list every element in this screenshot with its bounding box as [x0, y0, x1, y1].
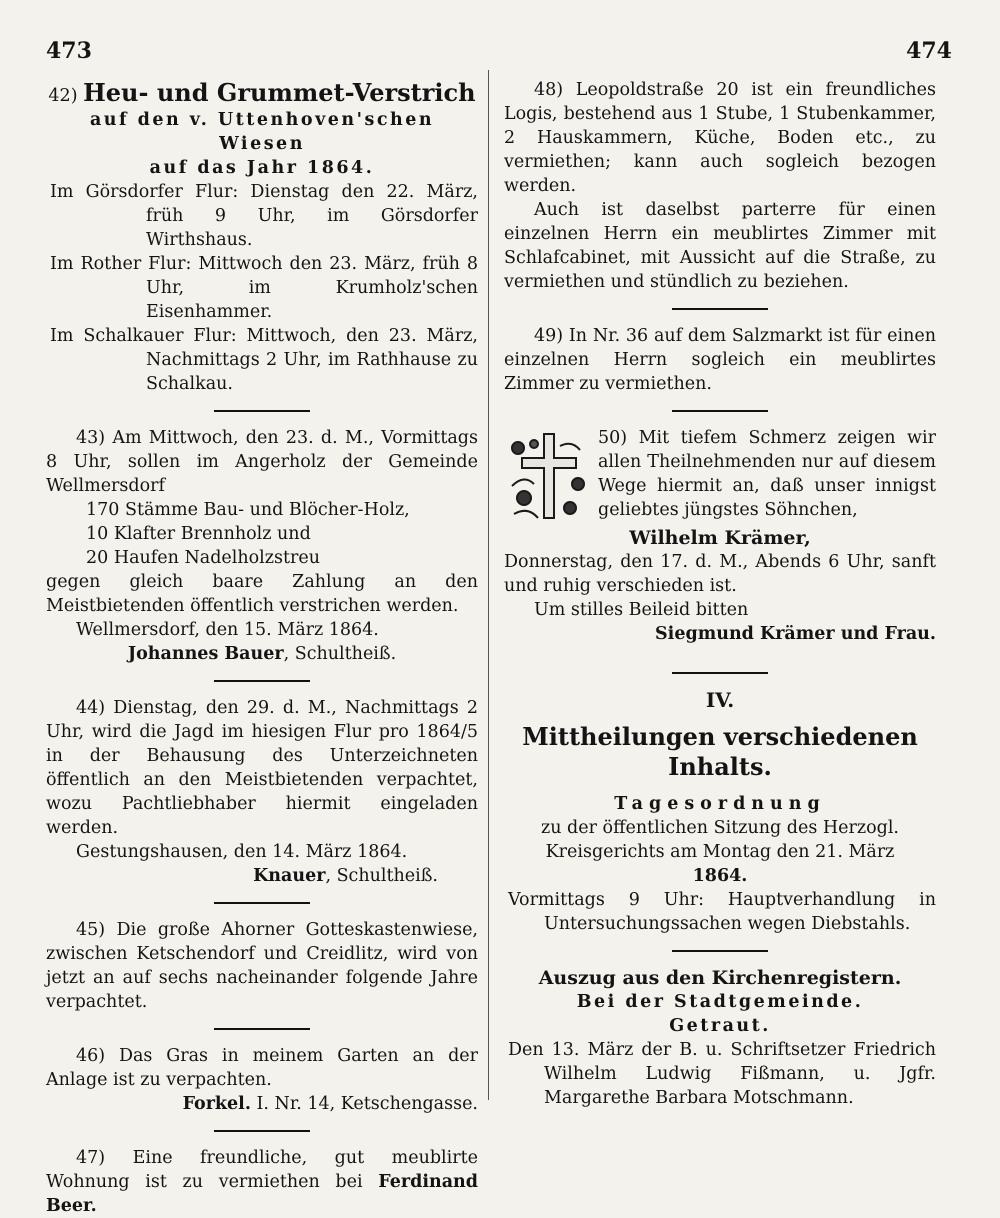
notice-42-number: 42)	[48, 86, 78, 106]
separator	[214, 680, 310, 682]
section-numeral: IV.	[705, 688, 735, 712]
notice-47-body: 47) Eine freundliche, gut meublirte Wohnung ist zu vermiethen bei	[46, 1148, 478, 1192]
notice-43-item-3: 20 Haufen Nadelholzstreu	[86, 548, 320, 568]
notice-46-address: I. Nr. 14, Ketschengasse.	[250, 1094, 478, 1114]
notice-50-signers: Siegmund Krämer und Frau.	[655, 624, 936, 644]
left-column	[46, 78, 478, 1218]
separator	[214, 1130, 310, 1132]
notice-43-date: Wellmersdorf, den 15. März 1864.	[76, 620, 379, 640]
registry-category: Getraut.	[669, 1016, 771, 1036]
notice-50-text-2: Donnerstag, den 17. d. M., Abends 6 Uhr, sanft und ruhig verschieden ist.	[504, 552, 936, 596]
notice-49-text: 49) In Nr. 36 auf dem Salzmarkt ist für einen einzelnen Herrn sogleich ein meublirtes Zimmer zu vermiethen.	[504, 326, 936, 394]
notice-47-name: Ferdinand Beer.	[46, 1172, 478, 1216]
right-column	[504, 78, 936, 1110]
notice-48-text: 48) Leopoldstraße 20 ist ein freundliches Logis, bestehend aus 1 Stube, 1 Stubenkammer, 2 Hauskammern, Küche, Boden etc., zu vermiethen; kann auch sogleich bezogen werden.	[504, 80, 936, 196]
agenda-text: zu der öffentlichen Sitzung des Herzogl. Kreisgerichts am Montag den 21. März	[541, 818, 899, 862]
page-number-right: 474	[906, 38, 952, 64]
separator	[672, 410, 768, 412]
notice-43-item-2: 10 Klafter Brennholz und	[86, 524, 311, 544]
column-divider	[488, 70, 489, 1100]
notice-44-signer-role: , Schultheiß.	[325, 866, 438, 886]
separator	[214, 410, 310, 412]
notice-50	[504, 426, 936, 526]
notice-44-signature	[46, 864, 478, 888]
notice-47-text	[46, 1146, 478, 1218]
notice-42-line-3: Im Schalkauer Flur: Mittwoch, den 23. März, Nachmittags 2 Uhr, im Rathhause zu Schalkau.	[50, 326, 478, 394]
notice-46-signature	[46, 1092, 478, 1116]
separator	[214, 1028, 310, 1030]
notice-43-signer-role: , Schultheiß.	[283, 644, 397, 664]
notice-42-line-1: Im Görsdorfer Flur: Dienstag den 22. März, früh 9 Uhr, im Görsdorfer Wirthshaus.	[50, 182, 478, 250]
notice-50-text-3: Um stilles Beileid bitten	[534, 600, 749, 620]
notice-43-signature	[46, 642, 478, 666]
registry-parish: Bei der Stadtgemeinde.	[576, 992, 864, 1012]
notice-44-text: 44) Dienstag, den 29. d. M., Nachmittags 2 Uhr, wird die Jagd im hiesigen Flur pro 1864/5 in der Behausung des Unterzeichneten öffentlich an den Meistbietenden verpachtet, wozu Pachtliebhaber hiermit eingeladen werden.	[46, 698, 478, 838]
section-title: Mittheilungen verschiedenen Inhalts.	[522, 722, 918, 781]
wreath-cross-icon	[504, 426, 590, 526]
separator	[672, 308, 768, 310]
notice-50-name: Wilhelm Krämer,	[629, 527, 811, 549]
notice-44-signer: Knauer	[253, 866, 326, 886]
notice-50-text: 50) Mit tiefem Schmerz zeigen wir allen Theilnehmenden nur auf diesem Wege hiermit an, daß unser innigst geliebtes jüngstes Söhnchen,	[598, 428, 936, 520]
notice-46-text: 46) Das Gras in meinem Garten an der Anlage ist zu verpachten.	[46, 1046, 478, 1090]
registry-heading: Auszug aus den Kirchenregistern.	[538, 967, 902, 989]
notice-42-heading	[46, 78, 478, 108]
registry-entry: Den 13. März der B. u. Schriftsetzer Friedrich Wilhelm Ludwig Fißmann, u. Jgfr. Margarethe Barbara Motschmann.	[508, 1040, 936, 1108]
notice-42-subtitle-b: auf das Jahr 1864.	[149, 158, 375, 178]
agenda-item: Vormittags 9 Uhr: Hauptverhandlung in Untersuchungssachen wegen Diebstahls.	[508, 890, 936, 934]
separator	[214, 902, 310, 904]
notice-43-body: gegen gleich baare Zahlung an den Meistbietenden öffentlich verstrichen werden.	[46, 572, 478, 616]
separator	[672, 950, 768, 952]
notice-42-line-2: Im Rother Flur: Mittwoch den 23. März, früh 8 Uhr, im Krumholz'schen Eisenhammer.	[50, 254, 478, 322]
notice-42-subtitle-a: auf den v. Uttenhoven'schen Wiesen	[89, 110, 435, 154]
notice-42-title: Heu- und Grummet-Verstrich	[83, 78, 476, 107]
notice-43-intro: 43) Am Mittwoch, den 23. d. M., Vormittags 8 Uhr, sollen im Angerholz der Gemeinde Wellmersdorf	[46, 428, 478, 496]
notice-43-item-1: 170 Stämme Bau- und Blöcher-Holz,	[86, 500, 410, 520]
separator	[672, 672, 768, 674]
agenda-year: 1864.	[692, 866, 748, 886]
agenda-heading: Tagesordnung	[614, 794, 826, 814]
notice-45-text: 45) Die große Ahorner Gotteskastenwiese, zwischen Ketschendorf und Creidlitz, wird von jetzt an auf sechs nacheinander folgende Jahre verpachtet.	[46, 920, 478, 1012]
notice-48-text-2: Auch ist daselbst parterre für einen einzelnen Herrn ein meublirtes Zimmer mit Schlafcabinet, mit Aussicht auf die Straße, zu vermiethen und stündlich zu beziehen.	[504, 200, 936, 292]
notice-44-date: Gestungshausen, den 14. März 1864.	[76, 842, 408, 862]
notice-43-signer: Johannes Bauer	[127, 644, 284, 664]
notice-46-signer: Forkel.	[182, 1094, 251, 1114]
page-number-left: 473	[46, 38, 92, 64]
